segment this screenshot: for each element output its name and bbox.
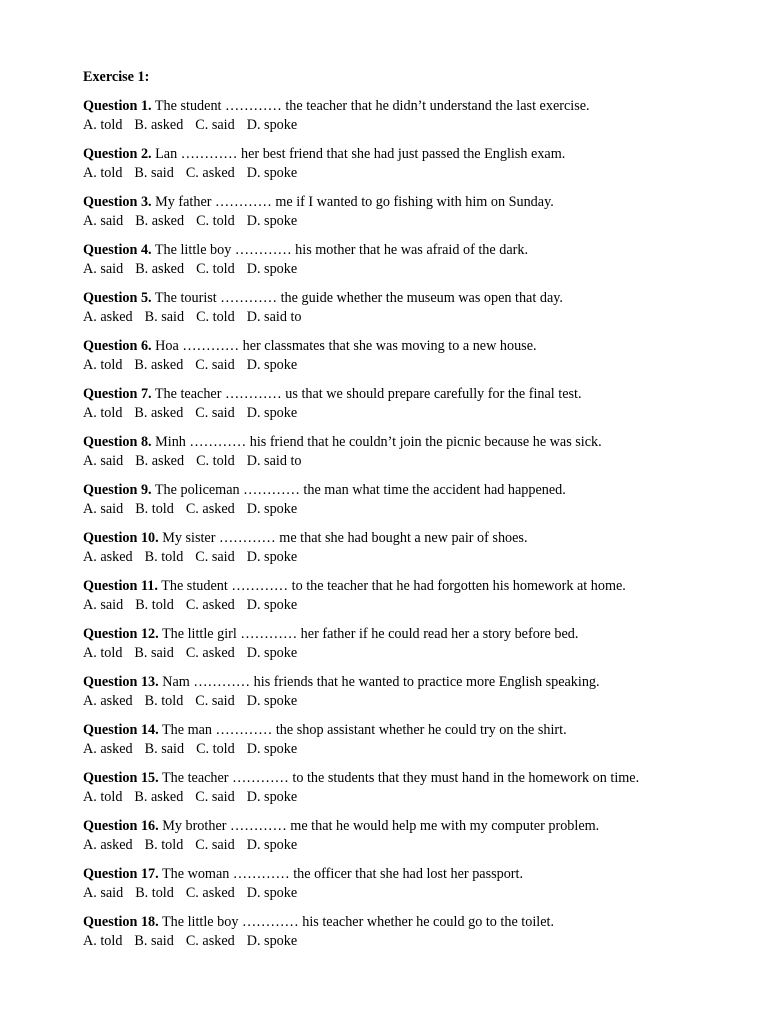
answer-option: D. spoke: [246, 405, 298, 421]
answer-options: [83, 596, 768, 615]
question-line: [83, 529, 768, 548]
answer-option: B. asked: [135, 213, 185, 229]
answer-option: C. asked: [185, 501, 235, 517]
answer-option: D. spoke: [246, 117, 298, 133]
answer-option: B. said: [134, 645, 174, 661]
answer-option: D. said to: [246, 309, 302, 325]
question-label: Question 6.: [83, 338, 152, 354]
answer-option: D. spoke: [246, 165, 298, 181]
question-item: [83, 913, 768, 951]
answer-option: A. asked: [83, 693, 133, 709]
answer-options: [83, 212, 768, 231]
question-label: Question 7.: [83, 386, 152, 402]
answer-option: D. spoke: [246, 261, 298, 277]
answer-option: D. spoke: [246, 549, 298, 565]
answer-option: A. asked: [83, 741, 133, 757]
answer-options: [83, 548, 768, 567]
question-item: [83, 865, 768, 903]
answer-option: C. told: [196, 213, 235, 229]
answer-option: A. told: [83, 357, 123, 373]
answer-option: A. said: [83, 261, 124, 277]
question-text: My sister ………… me that she had bought a new pair of shoes.: [162, 530, 528, 546]
question-text: The teacher ………… us that we should prepare carefully for the final test.: [154, 386, 582, 402]
answer-option: B. said: [144, 741, 185, 757]
answer-options: [83, 788, 768, 807]
answer-option: D. spoke: [246, 357, 298, 373]
question-text: Nam ………… his friends that he wanted to practice more English speaking.: [162, 674, 600, 690]
question-item: [83, 97, 768, 135]
question-line: [83, 481, 768, 500]
question-line: [83, 865, 768, 884]
question-line: [83, 721, 768, 740]
answer-option: C. said: [195, 357, 235, 373]
question-item: [83, 529, 768, 567]
question-label: Question 3.: [83, 194, 152, 210]
answer-options: [83, 740, 768, 759]
question-line: [83, 145, 768, 164]
question-item: [83, 145, 768, 183]
question-label: Question 15.: [83, 770, 159, 786]
answer-option: A. asked: [83, 549, 133, 565]
answer-options: [83, 644, 768, 663]
answer-options: [83, 884, 768, 903]
question-label: Question 9.: [83, 482, 152, 498]
question-text: The student ………… to the teacher that he had forgotten his homework at home.: [161, 578, 626, 594]
answer-option: B. told: [135, 885, 174, 901]
question-list: [83, 97, 768, 951]
question-item: [83, 817, 768, 855]
question-item: [83, 673, 768, 711]
question-label: Question 8.: [83, 434, 152, 450]
answer-option: C. told: [196, 309, 235, 325]
answer-options: [83, 260, 768, 279]
question-line: [83, 241, 768, 260]
answer-option: D. spoke: [246, 933, 298, 949]
answer-option: A. told: [83, 933, 123, 949]
question-text: Minh ………… his friend that he couldn’t join the picnic because he was sick.: [155, 434, 602, 450]
question-line: [83, 817, 768, 836]
answer-option: B. asked: [134, 789, 184, 805]
answer-options: [83, 932, 768, 951]
answer-options: [83, 836, 768, 855]
question-label: Question 11.: [83, 578, 158, 594]
question-text: The woman ………… the officer that she had lost her passport.: [161, 866, 524, 882]
answer-option: A. said: [83, 597, 124, 613]
question-label: Question 14.: [83, 722, 159, 738]
answer-option: A. told: [83, 789, 123, 805]
answer-option: B. asked: [135, 261, 185, 277]
question-item: [83, 481, 768, 519]
answer-options: [83, 116, 768, 135]
answer-option: B. asked: [134, 357, 184, 373]
answer-option: A. told: [83, 165, 123, 181]
answer-option: A. said: [83, 501, 124, 517]
answer-option: A. asked: [83, 309, 133, 325]
answer-option: C. said: [195, 549, 235, 565]
answer-option: A. told: [83, 645, 123, 661]
answer-option: D. spoke: [246, 741, 298, 757]
question-text: The teacher ………… to the students that they must hand in the homework on time.: [161, 770, 640, 786]
question-text: My brother ………… me that he would help me with my computer problem.: [162, 818, 600, 834]
answer-option: D. spoke: [246, 789, 298, 805]
question-line: [83, 625, 768, 644]
question-text: The little boy ………… his teacher whether he could go to the toilet.: [161, 914, 555, 930]
question-text: The little girl ………… her father if he could read her a story before bed.: [161, 626, 579, 642]
question-label: Question 5.: [83, 290, 152, 306]
answer-option: C. said: [195, 837, 235, 853]
answer-option: B. said: [134, 165, 174, 181]
answer-option: B. asked: [134, 117, 184, 133]
question-text: The policeman ………… the man what time the accident had happened.: [154, 482, 566, 498]
exercise-title: Exercise 1:: [83, 69, 150, 85]
question-label: Question 2.: [83, 146, 152, 162]
question-line: [83, 385, 768, 404]
answer-option: A. told: [83, 405, 123, 421]
question-text: The little boy ………… his mother that he was afraid of the dark.: [154, 242, 529, 258]
answer-option: D. spoke: [246, 645, 298, 661]
answer-options: [83, 404, 768, 423]
question-label: Question 12.: [83, 626, 159, 642]
answer-option: C. asked: [185, 885, 235, 901]
answer-option: B. told: [144, 693, 184, 709]
question-item: [83, 769, 768, 807]
answer-option: A. said: [83, 453, 124, 469]
answer-option: C. told: [196, 261, 235, 277]
answer-option: A. told: [83, 117, 123, 133]
question-text: The man ………… the shop assistant whether he could try on the shirt.: [161, 722, 567, 738]
question-item: [83, 193, 768, 231]
answer-options: [83, 452, 768, 471]
answer-option: C. asked: [185, 597, 235, 613]
question-item: [83, 577, 768, 615]
answer-option: C. said: [195, 405, 235, 421]
answer-option: C. asked: [185, 933, 235, 949]
question-item: [83, 337, 768, 375]
answer-option: C. asked: [185, 645, 235, 661]
question-label: Question 16.: [83, 818, 159, 834]
answer-options: [83, 164, 768, 183]
answer-option: B. asked: [134, 405, 184, 421]
question-label: Question 4.: [83, 242, 152, 258]
answer-option: B. told: [135, 597, 174, 613]
question-line: [83, 337, 768, 356]
question-item: [83, 433, 768, 471]
question-item: [83, 241, 768, 279]
answer-option: C. said: [195, 693, 235, 709]
answer-option: D. spoke: [246, 693, 298, 709]
question-text: Hoa ………… her classmates that she was moving to a new house.: [155, 338, 537, 354]
answer-option: C. said: [195, 789, 235, 805]
answer-option: A. asked: [83, 837, 133, 853]
question-label: Question 18.: [83, 914, 159, 930]
answer-option: C. said: [195, 117, 235, 133]
answer-option: D. spoke: [246, 837, 298, 853]
question-text: The student ………… the teacher that he didn’t understand the last exercise.: [154, 98, 590, 114]
question-line: [83, 193, 768, 212]
question-label: Question 10.: [83, 530, 159, 546]
answer-option: D. spoke: [246, 885, 298, 901]
answer-option: C. told: [196, 741, 235, 757]
question-line: [83, 769, 768, 788]
answer-options: [83, 692, 768, 711]
question-text: My father ………… me if I wanted to go fishing with him on Sunday.: [155, 194, 554, 210]
question-item: [83, 625, 768, 663]
answer-option: B. asked: [135, 453, 185, 469]
question-text: Lan ………… her best friend that she had just passed the English exam.: [155, 146, 566, 162]
answer-options: [83, 356, 768, 375]
answer-options: [83, 308, 768, 327]
answer-option: D. said to: [246, 453, 302, 469]
answer-option: A. said: [83, 213, 124, 229]
question-item: [83, 385, 768, 423]
question-label: Question 17.: [83, 866, 159, 882]
question-line: [83, 673, 768, 692]
answer-option: B. said: [134, 933, 174, 949]
answer-option: B. told: [144, 837, 184, 853]
answer-option: D. spoke: [246, 501, 298, 517]
question-line: [83, 577, 768, 596]
question-line: [83, 97, 768, 116]
question-line: [83, 289, 768, 308]
answer-option: B. told: [144, 549, 184, 565]
question-item: [83, 721, 768, 759]
question-label: Question 1.: [83, 98, 152, 114]
question-item: [83, 289, 768, 327]
answer-option: C. asked: [185, 165, 235, 181]
answer-options: [83, 500, 768, 519]
answer-option: D. spoke: [246, 597, 298, 613]
question-label: Question 13.: [83, 674, 159, 690]
answer-option: D. spoke: [246, 213, 298, 229]
answer-option: C. told: [196, 453, 235, 469]
question-line: [83, 913, 768, 932]
answer-option: B. said: [144, 309, 185, 325]
answer-option: B. told: [135, 501, 174, 517]
question-line: [83, 433, 768, 452]
question-text: The tourist ………… the guide whether the museum was open that day.: [154, 290, 563, 306]
answer-option: A. said: [83, 885, 124, 901]
